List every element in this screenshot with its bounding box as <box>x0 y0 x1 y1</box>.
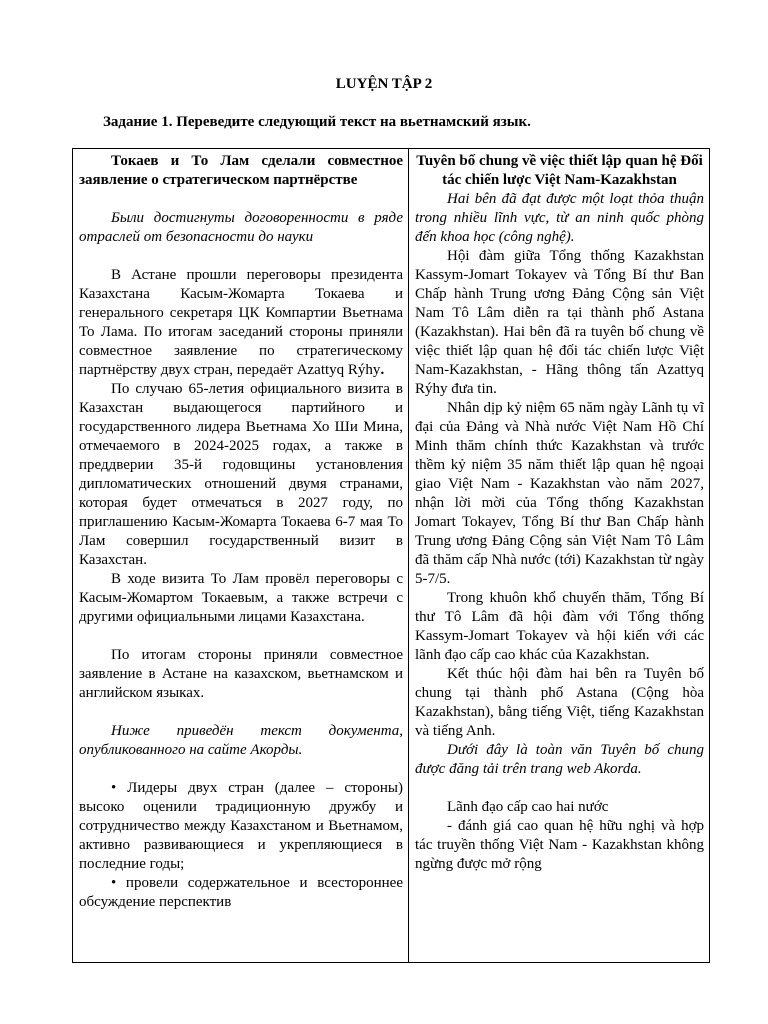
vietnamese-subtitle: Hai bên đã đạt được một loạt thỏa thuận trong nhiều lĩnh vực, từ an ninh quốc phòng đến khoa học (công nghệ). <box>415 191 704 245</box>
translation-table <box>72 148 710 963</box>
russian-paragraph: По случаю 65-летия официального визита в Казахстан выдающегося партийного и государственного лидера Вьетнама Хо Ши Мина, отмечаемого в 2024-2025 годах, а также в преддверии 35-й годовщины установления дипломатических отношений двумя странами, которая будет отмечаться в 2027 году, по приглашению Касым-Жомарта Токаева 6-7 мая То Лам совершил государственный визит в Казахстан. <box>79 381 403 568</box>
vietnamese-paragraph: Trong khuôn khổ chuyến thăm, Tổng Bí thư Tô Lâm đã hội đàm với Tổng thống Kassym-Jomart Tokayev và hội kiến với các lãnh đạo cấp cao khác của Kazakhstan. <box>415 590 704 663</box>
vietnamese-paragraph: - đánh giá cao quan hệ hữu nghị và hợp tác truyền thống Việt Nam - Kazakhstan không ngừng được mở rộng <box>415 818 704 872</box>
russian-heading: Токаев и То Лам сделали совместное заявление о стратегическом партнёрстве <box>79 153 403 188</box>
russian-bullet: • провели содержательное и всестороннее обсуждение перспектив <box>79 875 403 910</box>
vietnamese-column <box>409 149 710 963</box>
russian-paragraph-text: В Астане прошли переговоры президента Казахстана Касым-Жомарта Токаева и генерального секретаря ЦК Компартии Вьетнама То Лама. По итогам заседаний стороны приняли совместное заявление по стратегическому партнёрству двух стран, передаёт Azattyq Rýhy <box>79 267 403 378</box>
vietnamese-paragraph: Nhân dịp kỷ niệm 65 năm ngày Lãnh tụ vĩ đại của Đảng và Nhà nước Việt Nam Hồ Chí Minh thăm chính thức Kazakhstan và trước thềm kỷ niệm 35 năm thiết lập quan hệ ngoại giao Việt Nam - Kazakhstan vào năm 2027, nhận lời mời của Tổng thống Kazakhstan Jomart Tokayev, Tổng Bí thư Ban Chấp hành Trung ương Đảng Cộng sản Việt Nam Tô Lâm đã thăm cấp Nhà nước (tới) Kazakhstan từ ngày 5-7/5. <box>415 400 704 587</box>
russian-paragraph: Ниже приведён текст документа, опубликованного на сайте Акорды. <box>79 723 403 758</box>
page-title: LUYỆN TẬP 2 <box>335 76 433 92</box>
russian-paragraph: По итогам стороны приняли совместное заявление в Астане на казахском, вьетнамском и английском языках. <box>79 647 403 701</box>
russian-bullet: • Лидеры двух стран (далее – стороны) высоко оценили традиционную дружбу и сотрудничество между Казахстаном и Вьетнамом, активно развивающиеся и укрепляющиеся в последние годы; <box>79 780 403 872</box>
vietnamese-paragraph: Kết thúc hội đàm hai bên ra Tuyên bố chung tại thành phố Astana (Cộng hòa Kazakhstan), bằng tiếng Việt, tiếng Kazakhstan và tiếng Anh. <box>415 666 704 739</box>
vietnamese-heading: Tuyên bố chung về việc thiết lập quan hệ Đối tác chiến lược Việt Nam-Kazakhstan <box>416 153 703 188</box>
russian-paragraph: В ходе визита То Лам провёл переговоры с Касым-Жомартом Токаевым, а также встречи с другими официальными лицами Казахстана. <box>79 571 403 625</box>
bold-period: . <box>380 362 385 378</box>
vietnamese-paragraph: Dưới đây là toàn văn Tuyên bố chung được đăng tải trên trang web Akorda. <box>415 742 704 777</box>
russian-subtitle: Были достигнуты договоренности в ряде отраслей от безопасности до науки <box>79 210 403 245</box>
table-row <box>73 149 710 963</box>
russian-column <box>73 149 409 963</box>
task-instruction: Задание 1. Переведите следующий текст на вьетнамский язык. <box>103 114 531 130</box>
vietnamese-paragraph: Lãnh đạo cấp cao hai nước <box>447 799 609 815</box>
vietnamese-paragraph: Hội đàm giữa Tổng thống Kazakhstan Kassym-Jomart Tokayev và Tổng Bí thư Ban Chấp hành Trung ương Đảng Cộng sản Việt Nam Tô Lâm diễn ra tại thành phố Astana (Kazakhstan). Hai bên đã ra tuyên bố chung về việc thiết lập quan hệ đối tác chiến lược Việt Nam-Kazakhstan, - Hãng thông tấn Azattyq Rýhy đưa tin. <box>415 248 704 397</box>
russian-paragraph <box>79 266 403 380</box>
